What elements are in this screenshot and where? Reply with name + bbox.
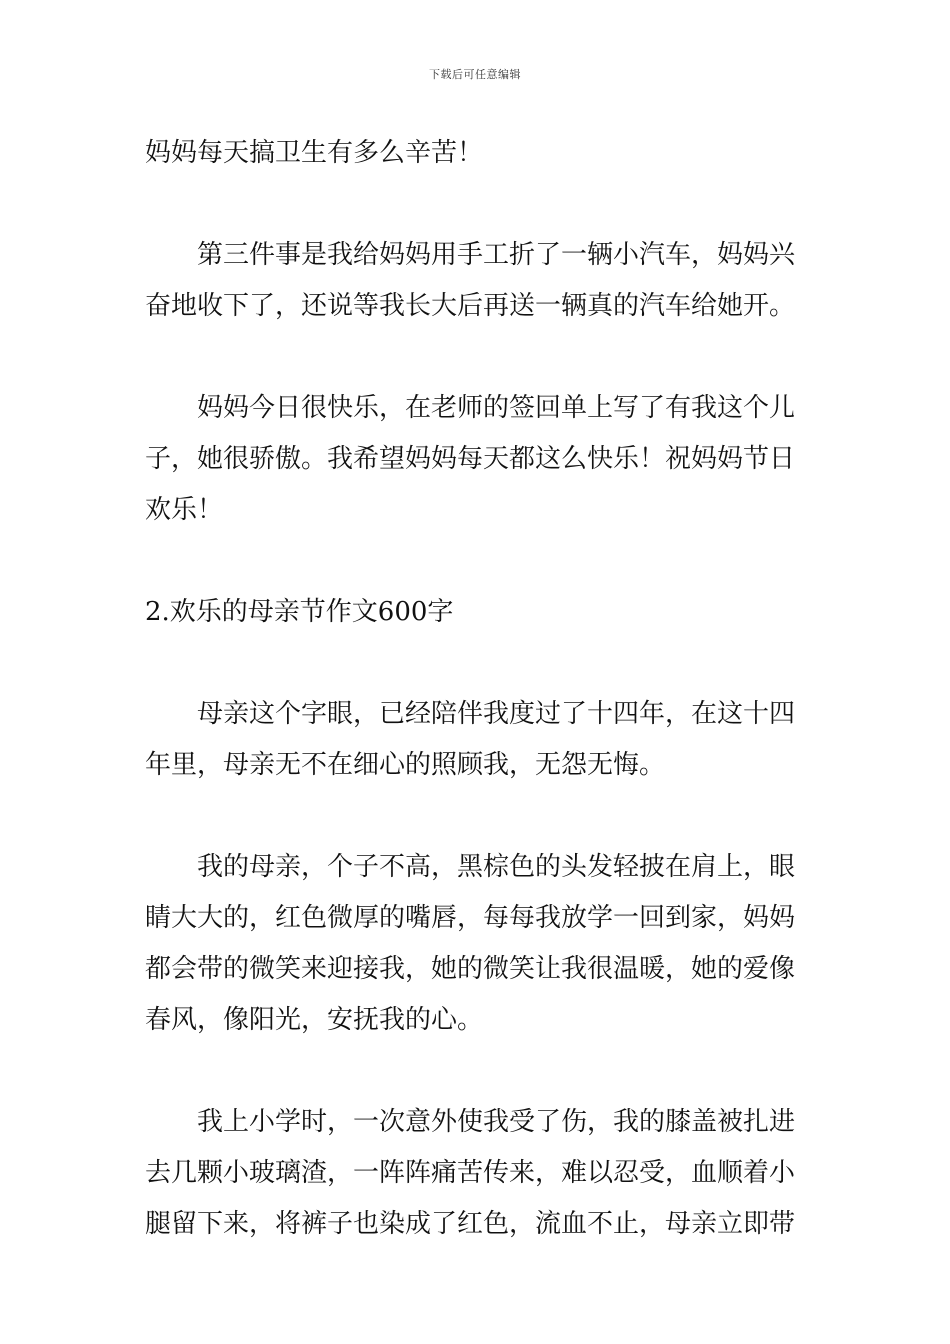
paragraph-gap [145, 179, 807, 230]
paragraph-gap [145, 1046, 807, 1097]
paragraph-gap [145, 791, 807, 842]
paragraph-gap [145, 332, 807, 383]
text-line: 我的母亲，个子不高，黑棕色的头发轻披在肩上，眼 [197, 852, 796, 882]
paragraph-1 [145, 128, 807, 179]
text-line: 睛大大的，红色微厚的嘴唇，每每我放学一回到家，妈妈 [145, 903, 796, 933]
paragraph-7 [145, 1097, 807, 1250]
paragraph-3 [145, 383, 807, 536]
paragraph-5 [145, 689, 807, 791]
text-line: 去几颗小玻璃渣，一阵阵痛苦传来，难以忍受，血顺着小 [145, 1158, 796, 1188]
text-line: 第三件事是我给妈妈用手工折了一辆小汽车，妈妈兴 [197, 240, 796, 270]
text-line: 欢乐！ [145, 495, 224, 525]
text-line: 妈妈今日很快乐，在老师的签回单上写了有我这个儿 [197, 393, 796, 423]
paragraph-2 [145, 230, 807, 332]
text-line: 奋地收下了，还说等我长大后再送一辆真的汽车给她开。 [145, 291, 796, 321]
section-heading [145, 587, 807, 638]
text-line: 都会带的微笑来迎接我，她的微笑让我很温暖，她的爱像 [145, 954, 796, 984]
text-line: 我上小学时，一次意外使我受了伤，我的膝盖被扎进 [197, 1107, 796, 1137]
document-body [145, 128, 807, 1250]
page-header: 下载后可任意编辑 [429, 68, 521, 81]
paragraph-gap [145, 638, 807, 689]
heading-text: 2.欢乐的母亲节作文600字 [145, 597, 454, 627]
text-line: 春风，像阳光，安抚我的心。 [145, 1005, 484, 1035]
text-line: 子，她很骄傲。我希望妈妈每天都这么快乐！祝妈妈节日 [145, 444, 796, 474]
text-line: 年里，母亲无不在细心的照顾我，无怨无悔。 [145, 750, 666, 780]
text-line: 母亲这个字眼，已经陪伴我度过了十四年，在这十四 [197, 699, 796, 729]
paragraph-6 [145, 842, 807, 1046]
text-line: 腿留下来，将裤子也染成了红色，流血不止，母亲立即带 [145, 1209, 796, 1239]
text-line: 妈妈每天搞卫生有多么辛苦！ [145, 138, 484, 168]
paragraph-gap [145, 536, 807, 587]
